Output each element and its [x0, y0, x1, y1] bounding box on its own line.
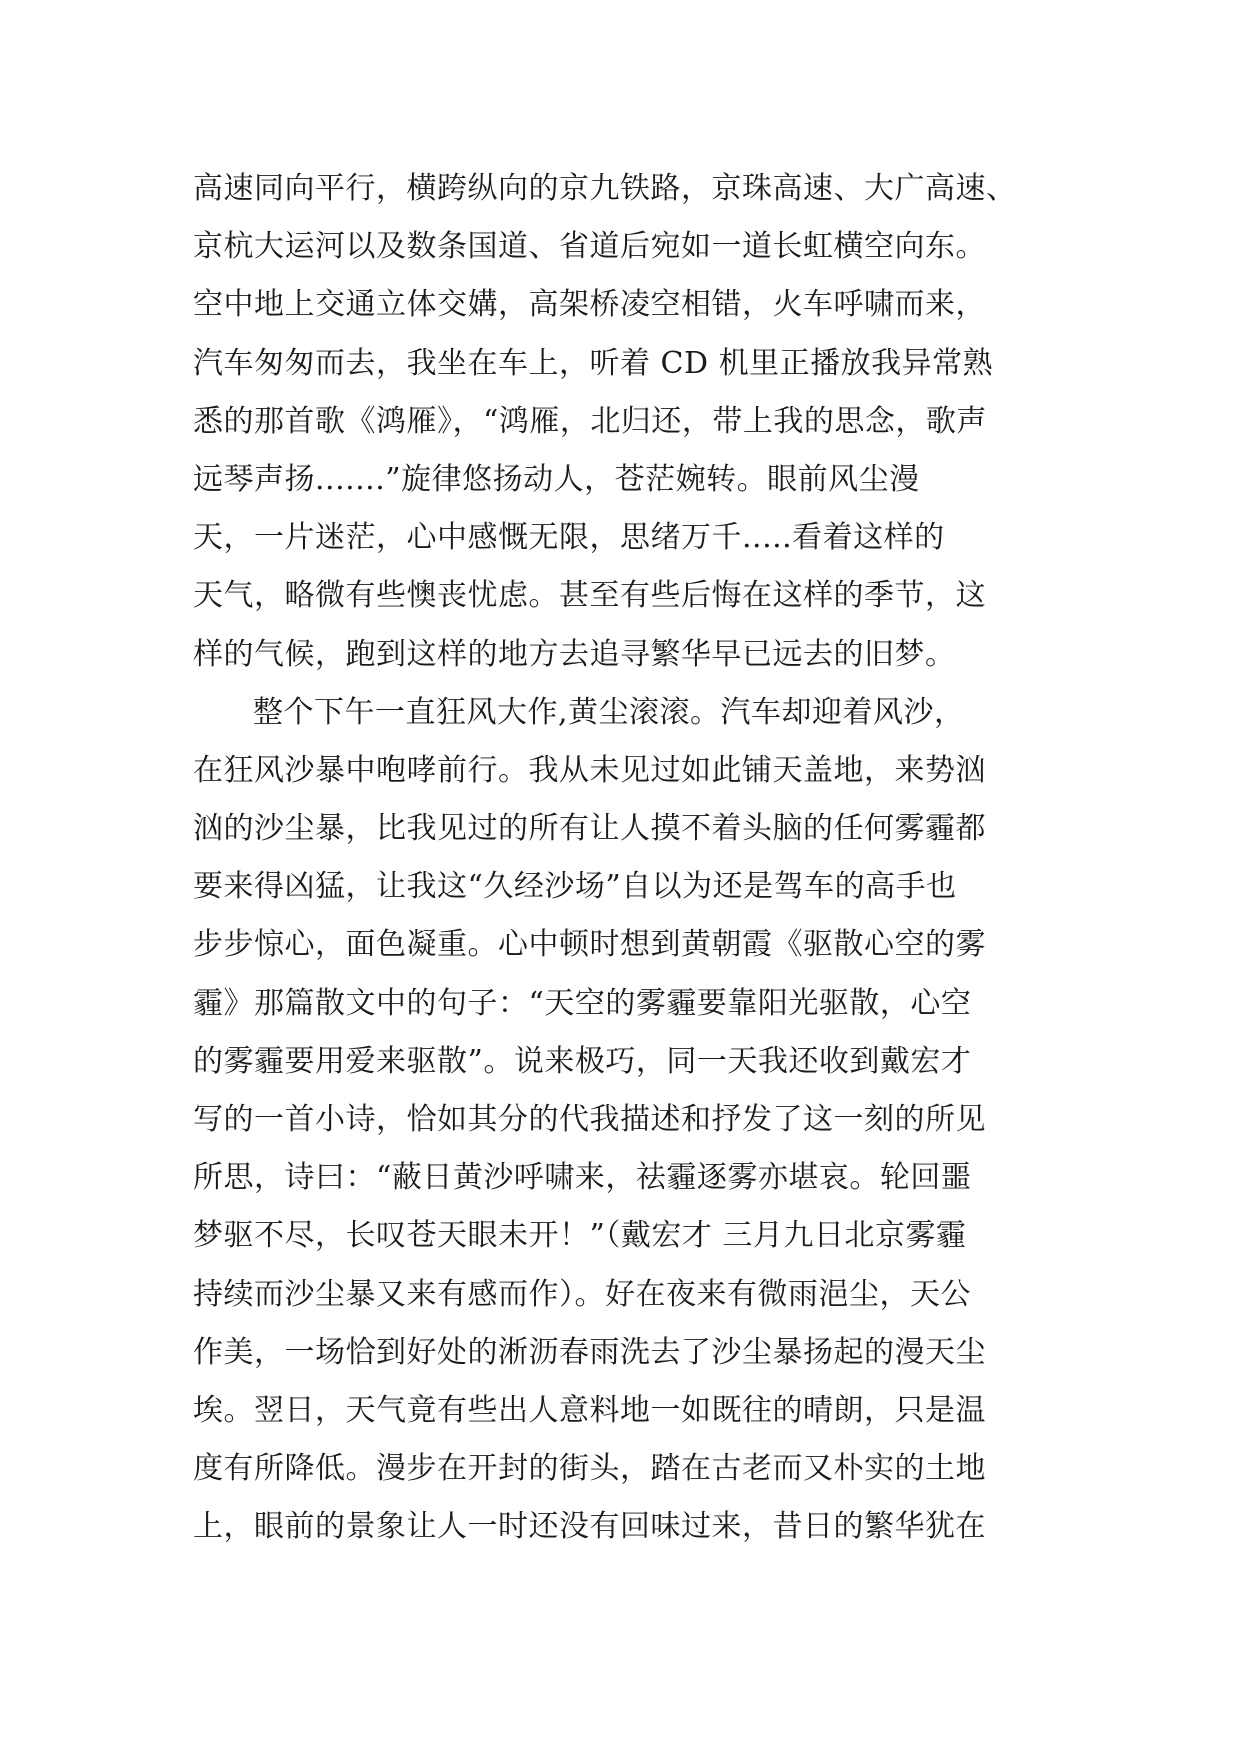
text-line: 上，眼前的景象让人一时还没有回味过来，昔日的繁华犹在 [193, 1509, 986, 1545]
text-line: 梦驱不尽，长叹苍天眼未开！”（戴宏才 三月九日北京雾霾 [193, 1218, 967, 1254]
text-line: 在狂风沙暴中咆哮前行。我从未见过如此铺天盖地，来势汹 [193, 752, 986, 788]
text-line: 汽车匆匆而去，我坐在车上，听着 CD 机里正播放我异常熟 [193, 345, 994, 381]
text-line: 悉的那首歌《鸿雁》，“鸿雁，北归还，带上我的思念，歌声 [193, 403, 987, 439]
body-text [193, 160, 1093, 1557]
text-line: 持续而沙尘暴又来有感而作）。好在夜来有微雨浥尘，天公 [193, 1276, 971, 1312]
text-line: 写的一首小诗，恰如其分的代我描述和抒发了这一刻的所见 [193, 1102, 986, 1137]
text-line: 汹的沙尘暴，比我见过的所有让人摸不着头脑的任何雾霾都 [193, 811, 986, 847]
text-line: 所思，诗曰：“蔽日黄沙呼啸来，祛霾逐雾亦堪哀。轮回噩 [193, 1160, 972, 1196]
text-line: 天气，略微有些懊丧忧虑。甚至有些后悔在这样的季节，这 [193, 578, 986, 614]
text-line: 要来得凶猛，让我这“久经沙场”自以为还是驾车的高手也 [193, 869, 957, 905]
text-line: 度有所降低。漫步在开封的街头，踏在古老而又朴实的土地 [193, 1451, 986, 1487]
text-line: 远琴声扬.......”旋律悠扬动人，苍茫婉转。眼前风尘漫 [193, 461, 920, 497]
text-line: 天，一片迷茫，心中感慨无限，思绪万千.....看着这样的 [193, 520, 945, 556]
text-line: 高速同向平行，横跨纵向的京九铁路，京珠高速、大广高速、 [193, 171, 1017, 206]
text-line: 的雾霾要用爱来驱散”。说来极巧，同一天我还收到戴宏才 [193, 1043, 972, 1079]
text-line: 空中地上交通立体交媾，高架桥凌空相错，火车呼啸而来， [193, 287, 986, 323]
text-line: 样的气候，跑到这样的地方去追寻繁华早已远去的旧梦。 [193, 636, 956, 672]
text-line: 埃。翌日，天气竟有些出人意料地一如既往的晴朗，只是温 [193, 1392, 986, 1428]
text-line: 霾》那篇散文中的句子：“天空的雾霾要靠阳光驱散，心空 [193, 985, 972, 1021]
text-line: 步步惊心，面色凝重。心中顿时想到黄朝霞《驱散心空的雾 [193, 927, 986, 963]
text-line: 京杭大运河以及数条国道、省道后宛如一道长虹横空向东。 [193, 229, 986, 265]
text-line: 作美，一场恰到好处的淅沥春雨洗去了沙尘暴扬起的漫天尘 [193, 1334, 986, 1370]
paragraph-start-line: 整个下午一直狂风大作,黄尘滚滚。汽车却迎着风沙， [253, 694, 965, 730]
